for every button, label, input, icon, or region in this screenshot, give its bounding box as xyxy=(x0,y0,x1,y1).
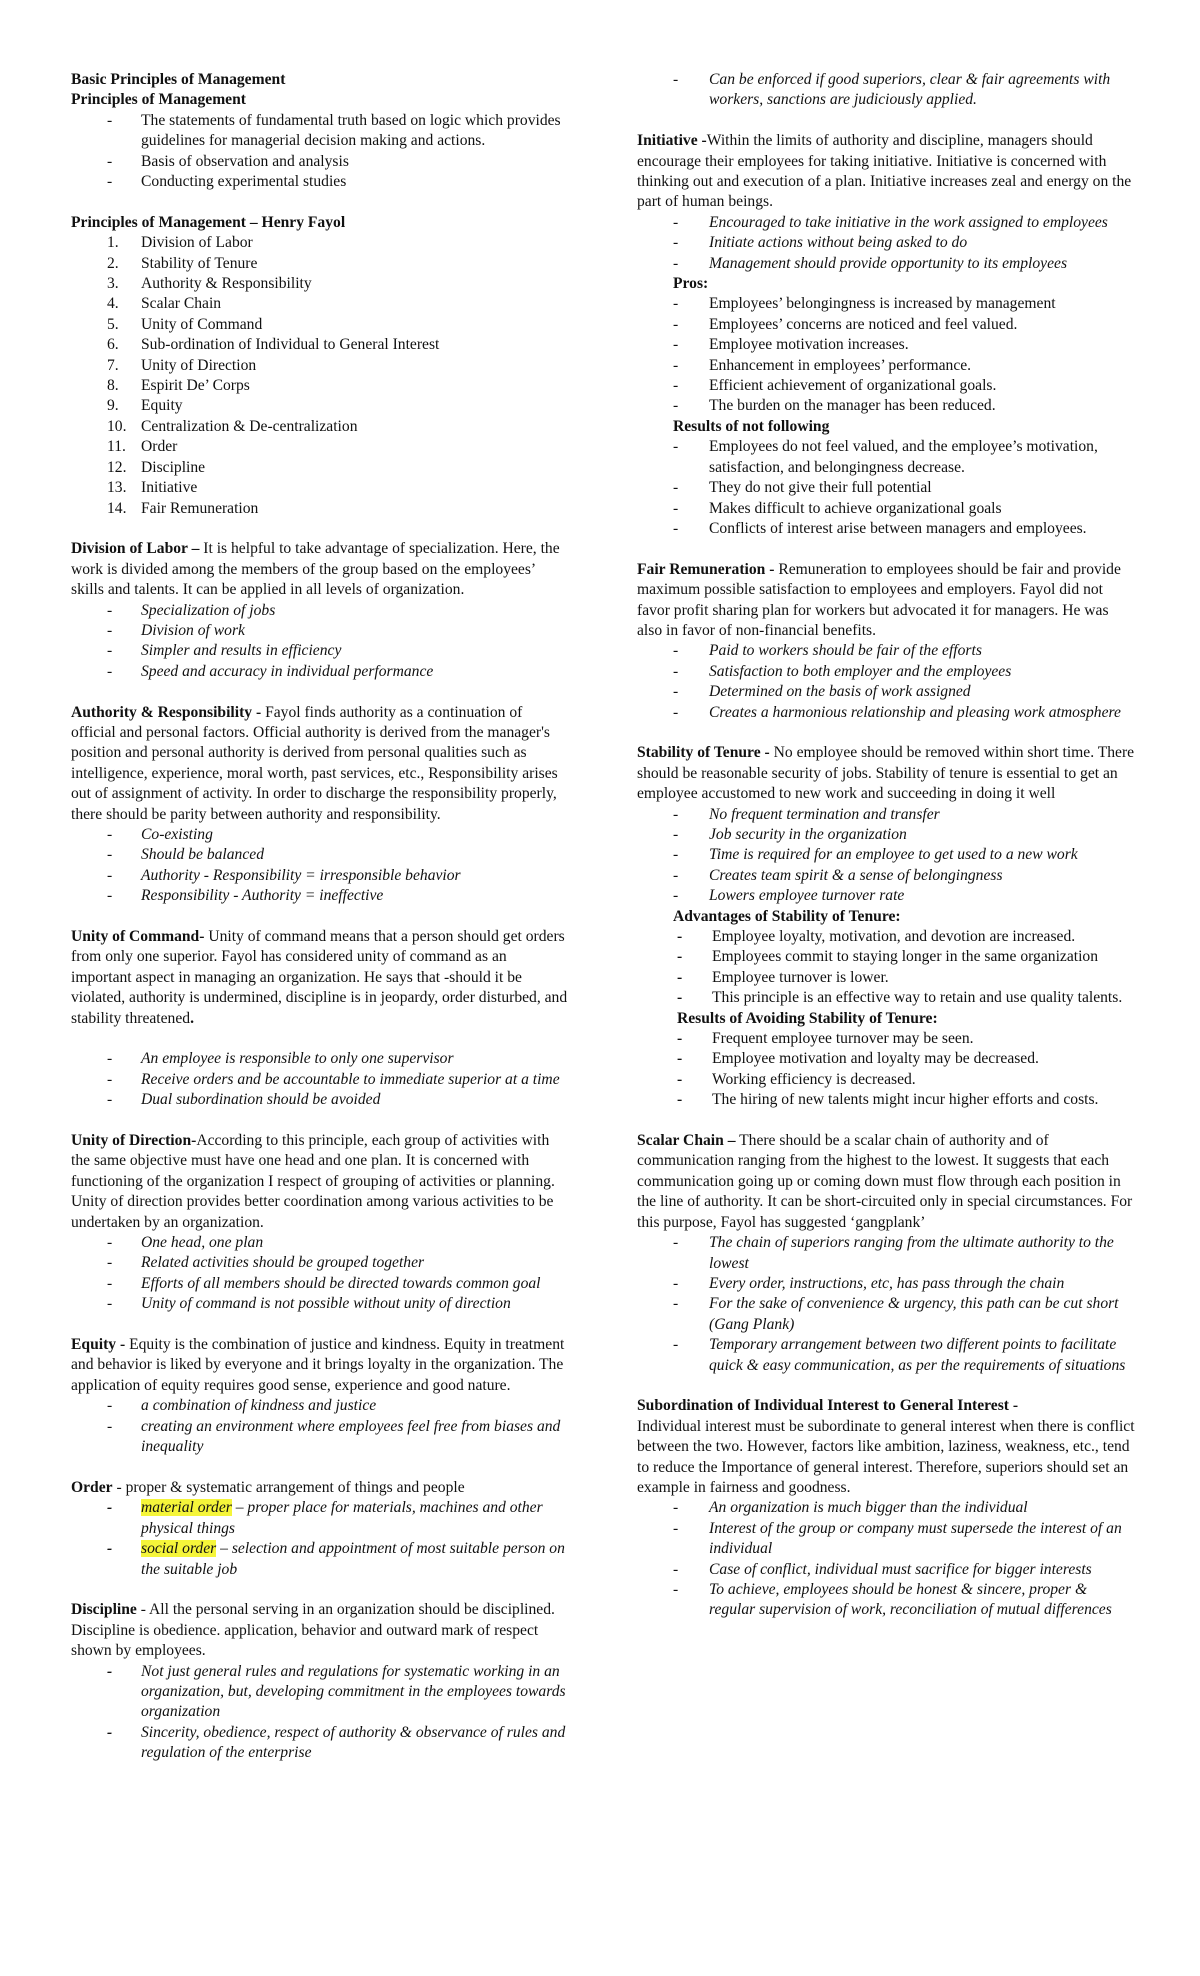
list-item: - Frequent employee turnover may be seen. xyxy=(637,1029,1135,1049)
list-item: - Responsibility - Authority = ineffective xyxy=(71,886,569,906)
fayol-principle-item xyxy=(71,417,569,437)
list-item: - Basis of observation and analysis xyxy=(71,152,569,172)
list-item: - This principle is an effective way to retain and use quality talents. xyxy=(637,988,1135,1008)
list-item: - One head, one plan xyxy=(71,1233,569,1253)
list-item: - Management should provide opportunity to its employees xyxy=(637,254,1135,274)
list-item: - Sincerity, obedience, respect of authority & observance of rules and regulation of the enterprise xyxy=(71,1723,569,1764)
pros-list xyxy=(637,294,1135,416)
list-item: - Case of conflict, individual must sacrifice for bigger interests xyxy=(637,1560,1135,1580)
section-term: Authority & Responsibility - xyxy=(71,703,262,721)
division-of-labor-list xyxy=(71,601,569,683)
fayol-principle-item xyxy=(71,233,569,253)
list-item: - Unity of command is not possible without unity of direction xyxy=(71,1294,569,1314)
list-item: - creating an environment where employees feel free from biases and inequality xyxy=(71,1417,569,1458)
list-item: - Receive orders and be accountable to immediate superior at a time xyxy=(71,1070,569,1090)
list-item: - Creates team spirit & a sense of belongingness xyxy=(637,866,1135,886)
document-title: Basic Principles of Management xyxy=(71,71,286,88)
list-item: - Should be balanced xyxy=(71,845,569,865)
item-text: Order xyxy=(141,438,178,456)
fayol-principle-item xyxy=(71,294,569,314)
item-number: 8. xyxy=(107,377,119,395)
pros-heading: Pros: xyxy=(673,275,709,293)
section-term: Subordination of Individual Interest to General Interest - xyxy=(637,1397,1019,1415)
list-item: - They do not give their full potential xyxy=(637,478,1135,498)
fayol-principle-item xyxy=(71,274,569,294)
unity-of-direction-paragraph: Unity of Direction-According to this principle, each group of activities with the same objective must have one head and one plan. It is concerned with functioning of the organization I respect of grouping of activities or planning. Unity of direction provides better coordination among various activities to be undertaken by an organization. xyxy=(71,1132,555,1231)
discipline-list xyxy=(71,1662,569,1764)
list-item: - Temporary arrangement between two different points to facilitate quick & easy communication, as per the requirements of situations xyxy=(637,1335,1135,1376)
item-text: Equity xyxy=(141,397,183,415)
list-item: - The hiring of new talents might incur higher efforts and costs. xyxy=(637,1090,1135,1110)
fayol-principle-item xyxy=(71,315,569,335)
stability-list xyxy=(637,805,1135,907)
list-item: - Encouraged to take initiative in the work assigned to employees xyxy=(637,213,1135,233)
order-list xyxy=(71,1498,569,1580)
list-item: - Employee loyalty, motivation, and devotion are increased. xyxy=(637,927,1135,947)
item-number: 7. xyxy=(107,356,119,374)
highlighted-term: material order xyxy=(141,1499,232,1517)
fayol-principle-item xyxy=(71,335,569,355)
list-item: - Job security in the organization xyxy=(637,825,1135,845)
order-paragraph: Order - proper & systematic arrangement of things and people xyxy=(71,1478,465,1496)
left-column xyxy=(71,70,569,1764)
list-item: - a combination of kindness and justice xyxy=(71,1396,569,1416)
fayol-principles-list xyxy=(71,233,569,519)
list-item: - Initiate actions without being asked to do xyxy=(637,233,1135,253)
item-number: 2. xyxy=(107,254,119,272)
list-item: - Conducting experimental studies xyxy=(71,172,569,192)
scalar-chain-list xyxy=(637,1233,1135,1376)
list-item: - Efficient achievement of organizational goals. xyxy=(637,376,1135,396)
list-item: - Every order, instructions, etc, has pass through the chain xyxy=(637,1274,1135,1294)
item-text: Initiative xyxy=(141,479,198,497)
section-term: Order xyxy=(71,1478,113,1496)
right-column xyxy=(637,70,1135,1621)
list-item: - Interest of the group or company must supersede the interest of an individual xyxy=(637,1519,1135,1560)
item-number: 12. xyxy=(107,458,127,476)
section-term: Equity - xyxy=(71,1336,126,1354)
section-term: Discipline xyxy=(71,1601,137,1619)
initiative-list xyxy=(637,213,1135,274)
authority-paragraph: Authority & Responsibility - Fayol finds authority as a continuation of official and personal factors. Official authority is derived from the manager's position and personal authority is derived from personal qualities such as intelligence, experience, moral worth, past services, etc., Responsibility arises out of assignment of activity. In order to discharge the responsibility properly, there should be parity between authority and responsibility. xyxy=(71,703,558,823)
list-item: - Conflicts of interest arise between managers and employees. xyxy=(637,519,1135,539)
list-item: - Speed and accuracy in individual performance xyxy=(71,662,569,682)
unity-of-command-paragraph: Unity of Command- Unity of command means that a person should get orders from only one superior. Fayol has considered unity of command as an important aspect in managing an organization. He says that -should it be violated, authority is undermined, discipline is in jeopardy, order disturbed, and stability threatened. xyxy=(71,928,568,1027)
list-item: - Enhancement in employees’ performance. xyxy=(637,356,1135,376)
list-item: - Employee motivation increases. xyxy=(637,335,1135,355)
list-item: - Related activities should be grouped together xyxy=(71,1253,569,1273)
unity-of-command-list xyxy=(71,1049,569,1110)
advantages-list xyxy=(637,927,1135,1009)
fair-remuneration-list xyxy=(637,641,1135,723)
highlighted-term: social order xyxy=(141,1540,217,1558)
item-number: 13. xyxy=(107,479,127,497)
initiative-paragraph: Initiative -Within the limits of authority and discipline, managers should encourage their employees for taking initiative. Initiative is concerned with thinking out and execution of a plan. Initiative increases zeal and energy on the part of human beings. xyxy=(637,132,1132,211)
fayol-principle-item xyxy=(71,396,569,416)
list-item: - Makes difficult to achieve organizational goals xyxy=(637,499,1135,519)
list-item: - The chain of superiors ranging from the ultimate authority to the lowest xyxy=(637,1233,1135,1274)
item-text: Authority & Responsibility xyxy=(141,275,312,293)
item-text: Scalar Chain xyxy=(141,295,222,313)
list-item: - No frequent termination and transfer xyxy=(637,805,1135,825)
unity-of-direction-list xyxy=(71,1233,569,1315)
list-item: - An employee is responsible to only one supervisor xyxy=(71,1049,569,1069)
fayol-principle-item xyxy=(71,356,569,376)
item-text: Stability of Tenure xyxy=(141,254,258,272)
list-item: - For the sake of convenience & urgency, this path can be cut short (Gang Plank) xyxy=(637,1294,1135,1335)
subordination-paragraph: Subordination of Individual Interest to General Interest - Individual interest must be subordinate to general interest when there is conflict between the two. However, factors like ambition, laziness, weakness, etc., tend to reduce the Importance of general interest. Therefore, superiors should set an example in fairness and goodness. xyxy=(637,1397,1135,1496)
list-item: - social order – selection and appointment of most suitable person on the suitable job xyxy=(71,1539,569,1580)
fayol-heading: Principles of Management – Henry Fayol xyxy=(71,213,346,231)
item-number: 14. xyxy=(107,499,127,517)
fayol-principle-item xyxy=(71,478,569,498)
list-item: - The burden on the manager has been reduced. xyxy=(637,396,1135,416)
section-term: Initiative - xyxy=(637,132,707,150)
list-item: - Working efficiency is decreased. xyxy=(637,1070,1135,1090)
authority-list xyxy=(71,825,569,907)
discipline-continued-list xyxy=(637,70,1135,111)
division-of-labor-paragraph: Division of Labor – It is helpful to take advantage of specialization. Here, the work is divided among the members of the group based on the employees’ skills and talents. It can be applied in all levels of organization. xyxy=(71,540,560,599)
fayol-principle-item xyxy=(71,499,569,519)
list-item: - Not just general rules and regulations for systematic working in an organization, but, developing commitment in the employees towards organization xyxy=(71,1662,569,1723)
stability-paragraph: Stability of Tenure - No employee should be removed within short time. There should be reasonable security of jobs. Stability of tenure is essential to get an employee accustomed to new work and succeeding in doing it well xyxy=(637,744,1135,803)
list-item: - Simpler and results in efficiency xyxy=(71,641,569,661)
principles-list xyxy=(71,111,569,193)
results-heading: Results of not following xyxy=(673,417,830,435)
item-text: Discipline xyxy=(141,458,206,476)
list-item: - Paid to workers should be fair of the efforts xyxy=(637,641,1135,661)
list-item: - Efforts of all members should be directed towards common goal xyxy=(71,1274,569,1294)
discipline-paragraph: Discipline - All the personal serving in an organization should be disciplined. Discipline is obedience. application, behavior and outward mark of respect shown by employees. xyxy=(71,1601,555,1660)
item-text: Unity of Direction xyxy=(141,356,257,374)
section-term: Scalar Chain – xyxy=(637,1132,736,1150)
list-item: - Employees commit to staying longer in the same organization xyxy=(637,947,1135,967)
list-item: - Time is required for an employee to get used to a new work xyxy=(637,845,1135,865)
fayol-principle-item xyxy=(71,254,569,274)
subordination-list xyxy=(637,1498,1135,1620)
list-item: - Division of work xyxy=(71,621,569,641)
advantages-heading: Advantages of Stability of Tenure: xyxy=(673,907,901,925)
section-term: Unity of Direction- xyxy=(71,1132,197,1150)
item-text: Fair Remuneration xyxy=(141,499,259,517)
fayol-principle-item xyxy=(71,437,569,457)
item-number: 6. xyxy=(107,336,119,354)
avoiding-stability-list xyxy=(637,1029,1135,1111)
fair-remuneration-paragraph: Fair Remuneration - Remuneration to employees should be fair and provide maximum possible satisfaction to employees and employers. Fayol did not favor profit sharing plan for workers but advocated it for managers. He was also in favor of non-financial benefits. xyxy=(637,560,1121,639)
fayol-principle-item xyxy=(71,458,569,478)
section-term: Stability of Tenure - xyxy=(637,744,770,762)
list-item: - An organization is much bigger than the individual xyxy=(637,1498,1135,1518)
item-number: 9. xyxy=(107,397,119,415)
item-text: Sub-ordination of Individual to General Interest xyxy=(141,336,440,354)
list-item: - Authority - Responsibility = irresponsible behavior xyxy=(71,866,569,886)
list-item: - material order – proper place for materials, machines and other physical things xyxy=(71,1498,569,1539)
equity-list xyxy=(71,1396,569,1457)
list-item: - Employees’ belongingness is increased by management xyxy=(637,294,1135,314)
item-text: Unity of Command xyxy=(141,315,263,333)
list-item: - Determined on the basis of work assigned xyxy=(637,682,1135,702)
section-term: Unity of Command- xyxy=(71,928,205,945)
item-number: 10. xyxy=(107,417,127,435)
avoiding-stability-heading: Results of Avoiding Stability of Tenure: xyxy=(677,1009,938,1027)
list-item: - Employee motivation and loyalty may be decreased. xyxy=(637,1049,1135,1069)
item-number: 4. xyxy=(107,295,119,313)
item-number: 3. xyxy=(107,275,119,293)
section-term: Division of Labor – xyxy=(71,540,200,558)
scalar-chain-paragraph: Scalar Chain – There should be a scalar chain of authority and of communication ranging from the highest to the lowest. It suggests that each communication going up or coming down must flow through each position in the line of authority. It can be short-circuited only in special circumstances. For this purpose, Fayol has suggested ‘gangplank’ xyxy=(637,1132,1133,1231)
list-item: - Lowers employee turnover rate xyxy=(637,886,1135,906)
item-text: Centralization & De-centralization xyxy=(141,417,358,435)
list-item: - Specialization of jobs xyxy=(71,601,569,621)
fayol-principle-item xyxy=(71,376,569,396)
list-item: - Can be enforced if good superiors, clear & fair agreements with workers, sanctions are judiciously applied. xyxy=(637,70,1135,111)
item-text: Division of Labor xyxy=(141,234,253,252)
list-item: - Satisfaction to both employer and the employees xyxy=(637,662,1135,682)
equity-paragraph: Equity - Equity is the combination of justice and kindness. Equity in treatment and behavior is liked by everyone and it brings loyalty in the organization. The application of equity requires good sense, experience and good nature. xyxy=(71,1336,565,1394)
list-item: - The statements of fundamental truth based on logic which provides guidelines for managerial decision making and actions. xyxy=(71,111,569,152)
principles-heading: Principles of Management xyxy=(71,91,246,109)
list-item: - Co-existing xyxy=(71,825,569,845)
results-list xyxy=(637,437,1135,539)
item-number: 5. xyxy=(107,315,119,333)
list-item: - Employees do not feel valued, and the employee’s motivation, satisfaction, and belongingness decrease. xyxy=(637,437,1135,478)
section-term: Fair Remuneration - xyxy=(637,560,775,578)
item-text: Espirit De’ Corps xyxy=(141,377,250,395)
item-number: 11. xyxy=(107,438,126,456)
item-number: 1. xyxy=(107,234,119,252)
list-item: - Dual subordination should be avoided xyxy=(71,1090,569,1110)
list-item: - To achieve, employees should be honest & sincere, proper & regular supervision of work, reconciliation of mutual differences xyxy=(637,1580,1135,1621)
list-item: - Employee turnover is lower. xyxy=(637,968,1135,988)
list-item: - Employees’ concerns are noticed and feel valued. xyxy=(637,315,1135,335)
list-item: - Creates a harmonious relationship and pleasing work atmosphere xyxy=(637,703,1135,723)
